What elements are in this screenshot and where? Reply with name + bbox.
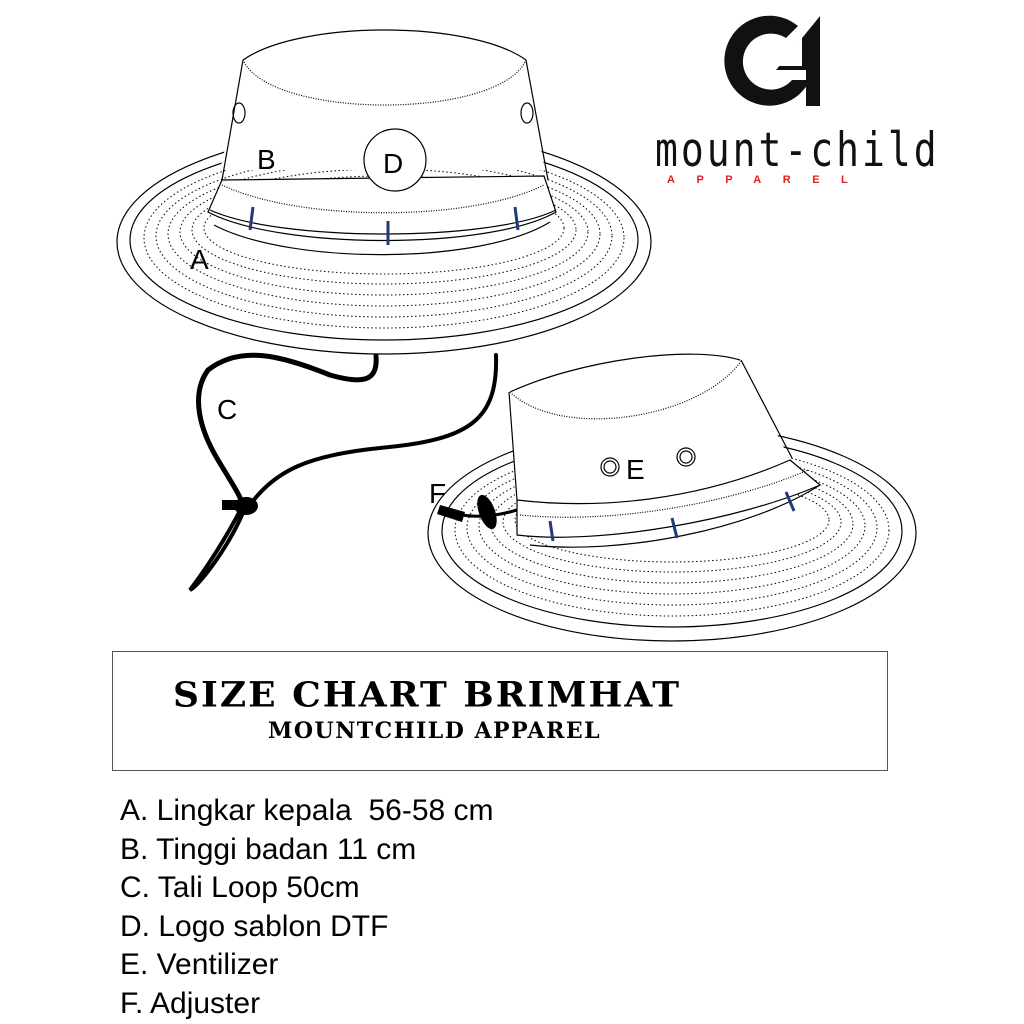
mountchild-emblem-icon xyxy=(720,8,830,113)
brand-wordmark xyxy=(655,122,940,186)
label-b: B xyxy=(257,144,276,175)
spec-item-a: A. Lingkar kepala 56-58 cm xyxy=(120,794,494,827)
spec-item-f: F. Adjuster xyxy=(120,986,261,1020)
label-a: A xyxy=(190,244,209,275)
spec-item-c: C. Tali Loop 50cm xyxy=(120,871,360,905)
brand-subtitle: APPAREL xyxy=(667,174,870,186)
brand-name: mount-child xyxy=(655,122,940,178)
spec-item-b: B. Tinggi badan 11 cm xyxy=(120,832,417,866)
spec-list xyxy=(120,792,494,1024)
chart-title: SIZE CHART BRIMHAT xyxy=(173,675,682,715)
label-d: D xyxy=(383,148,404,179)
label-e: E xyxy=(626,454,645,485)
chart-subtitle: MOUNTCHILD APPAREL xyxy=(268,718,602,744)
spec-item-d: D. Logo sablon DTF xyxy=(120,909,389,943)
title-box xyxy=(112,651,888,771)
label-f: F xyxy=(429,478,447,509)
label-c: C xyxy=(217,394,238,425)
spec-item-e: E. Ventilizer xyxy=(120,948,279,982)
